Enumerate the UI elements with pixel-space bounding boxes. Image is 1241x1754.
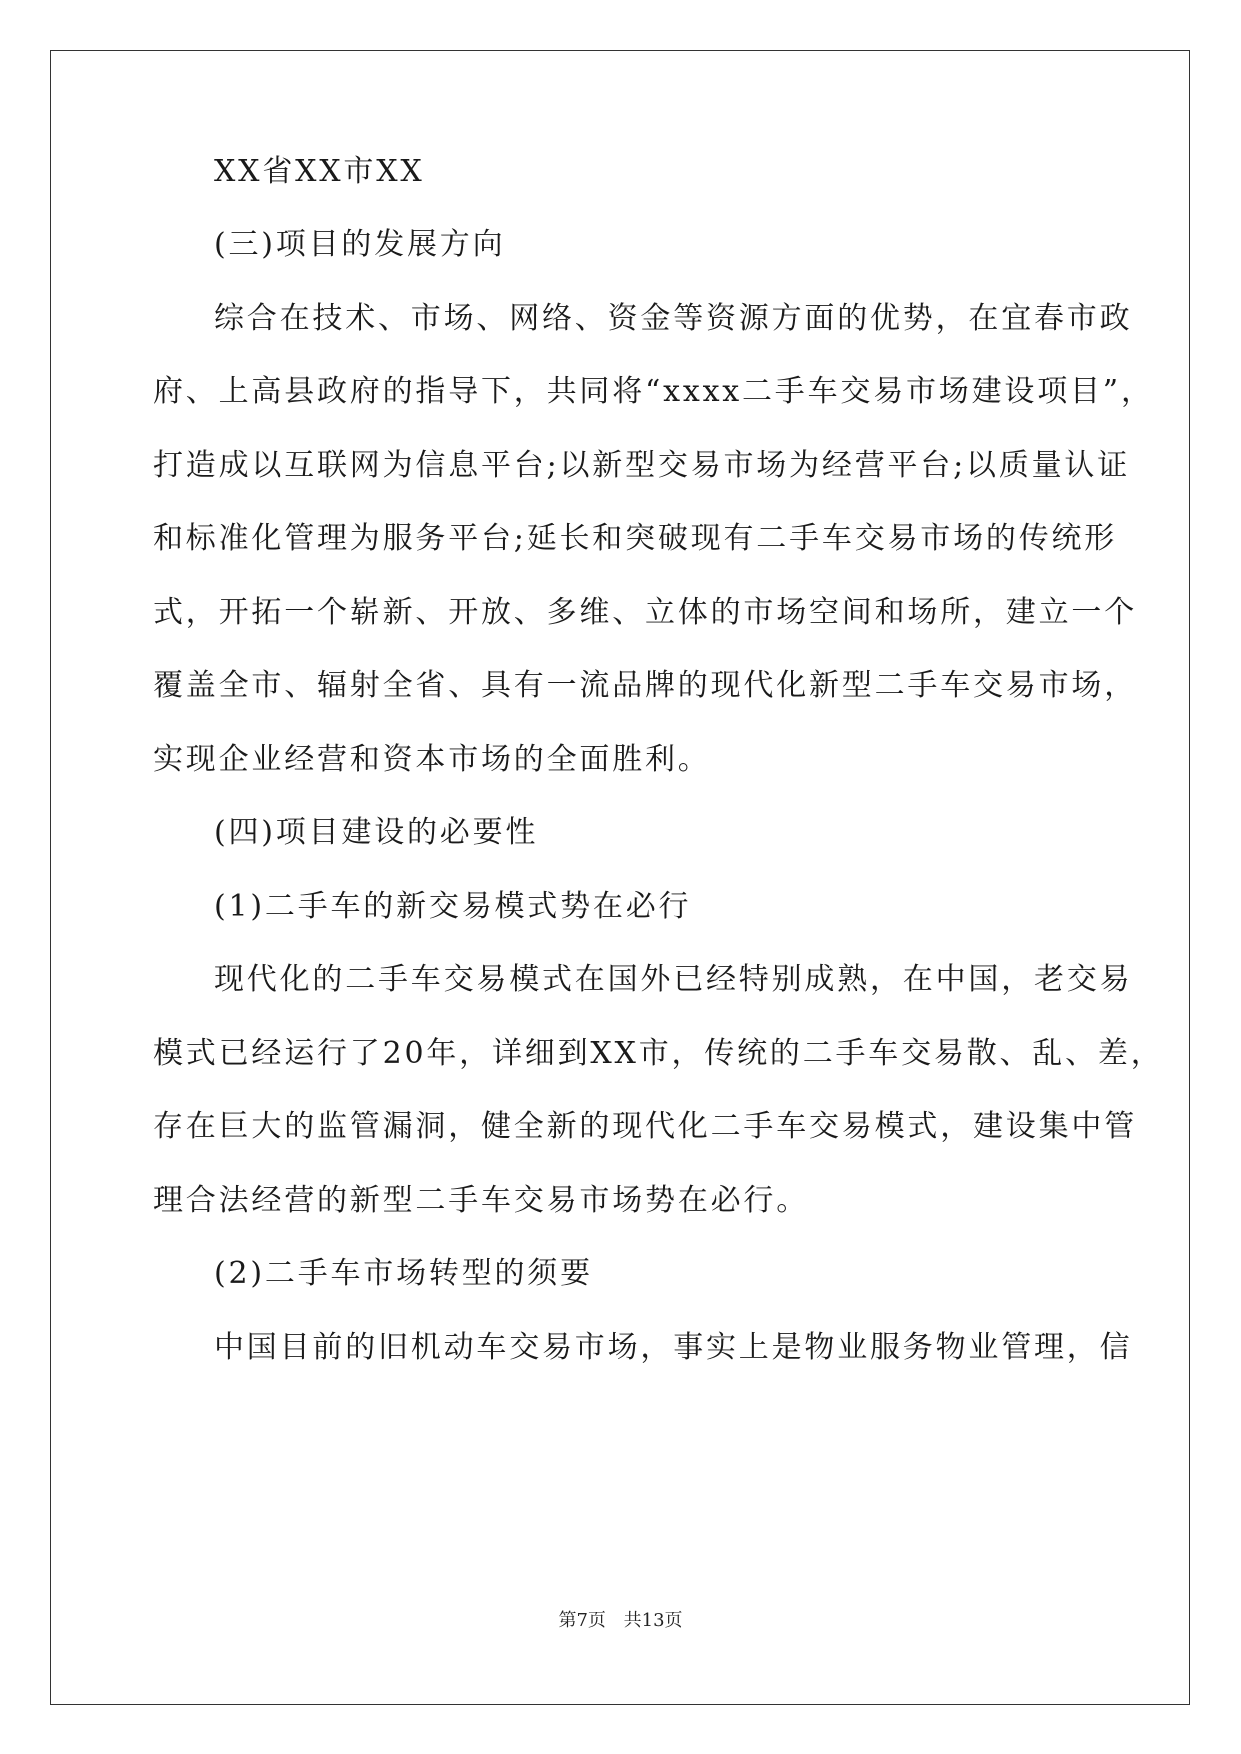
text-line: 中国目前的旧机动车交易市场，事实上是物业服务物业管理，信 — [214, 1330, 1133, 1365]
text-line: 打造成以互联网为信息平台;以新型交易市场为经营平台;以质量认证 — [153, 448, 1131, 483]
subsection-heading: (2)二手车市场转型的须要 — [214, 1256, 593, 1291]
text-line: 府、上高县政府的指导下，共同将“xxxx二手车交易市场建设项目”， — [153, 374, 1154, 409]
text-line: 模式已经运行了20年，详细到XX市，传统的二手车交易散、乱、差， — [153, 1036, 1164, 1071]
section-heading: (四)项目建设的必要性 — [214, 815, 539, 850]
page-total: 共13页 — [623, 1610, 683, 1631]
text-line: 实现企业经营和资本市场的全面胜利。 — [153, 742, 711, 777]
text-line: 覆盖全市、辐射全省、具有一流品牌的现代化新型二手车交易市场， — [153, 668, 1137, 703]
text-line: XX省XX市XX — [214, 154, 425, 189]
text-line: 综合在技术、市场、网络、资金等资源方面的优势，在宜春市政 — [214, 301, 1133, 336]
section-heading: (三)项目的发展方向 — [214, 227, 506, 262]
text-line: 现代化的二手车交易模式在国外已经特别成熟，在中国，老交易 — [214, 962, 1133, 997]
page-footer — [0, 1609, 1241, 1633]
page-number: 第7页 — [558, 1610, 606, 1631]
text-line: 存在巨大的监管漏洞，健全新的现代化二手车交易模式，建设集中管 — [153, 1109, 1137, 1144]
text-line: 和标准化管理为服务平台;延长和突破现有二手车交易市场的传统形 — [153, 521, 1118, 556]
subsection-heading: (1)二手车的新交易模式势在必行 — [214, 889, 692, 924]
text-line: 式，开拓一个崭新、开放、多维、立体的市场空间和场所，建立一个 — [153, 595, 1137, 630]
text-line: 理合法经营的新型二手车交易市场势在必行。 — [153, 1183, 809, 1218]
